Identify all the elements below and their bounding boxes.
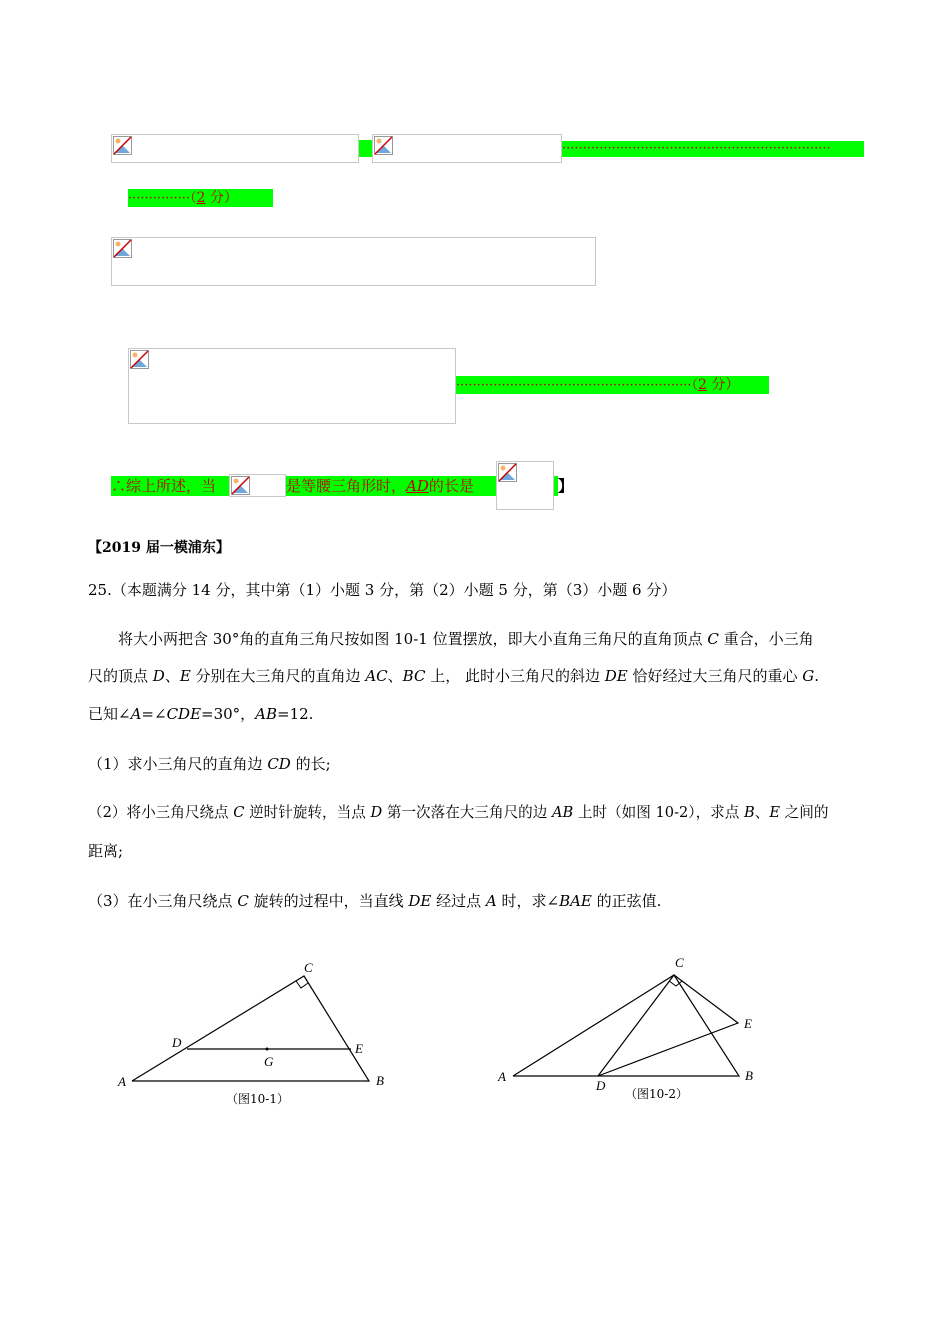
figure-10-2 <box>490 950 770 1100</box>
var: AC <box>365 667 388 685</box>
question-3 <box>88 891 661 911</box>
text: 将大小两把含 30°角的直角三角尺按如图 10-1 位置摆放，即大小直角三角尺的直角顶点 <box>118 630 708 648</box>
var: D <box>152 667 165 685</box>
label-d: D <box>596 1078 606 1093</box>
broken-image-icon <box>113 239 132 258</box>
conclusion-middle <box>286 476 496 496</box>
score-unit: 分） <box>706 377 740 393</box>
dotted-leader: ································································· <box>562 141 864 157</box>
conclusion-line <box>111 461 574 511</box>
var: A <box>130 705 142 723</box>
problem-paragraph-line-2 <box>88 666 819 686</box>
formula-image <box>229 474 286 497</box>
text: 经过点 <box>431 892 486 910</box>
problem-paragraph-line-1 <box>118 629 814 649</box>
question-1 <box>88 754 331 774</box>
broken-image-icon <box>498 463 517 482</box>
figure-10-2-caption: （图10-2） <box>625 1087 688 1101</box>
var: C <box>707 630 719 648</box>
formula-image <box>128 348 456 424</box>
var-ad: AD <box>406 477 429 495</box>
label-d: D <box>172 1035 182 1050</box>
label-a: A <box>498 1069 506 1084</box>
text: （3）在小三角尺绕点 <box>88 892 238 910</box>
text: （1）求小三角尺的直角边 <box>88 755 268 773</box>
label-c: C <box>675 955 684 970</box>
formula-image <box>496 461 554 510</box>
label-c: C <box>304 960 313 975</box>
highlight-gap <box>359 140 372 157</box>
broken-image-icon <box>374 136 393 155</box>
var: C <box>237 892 249 910</box>
label-b: B <box>745 1068 753 1083</box>
figure-10-1-caption: （图10-1） <box>226 1092 289 1106</box>
var: A <box>485 892 497 910</box>
score-number: 2 <box>698 377 707 393</box>
text: 之间的 <box>780 804 829 821</box>
var: AB <box>552 804 574 821</box>
label-a: A <box>118 1074 126 1089</box>
var: E <box>769 804 781 821</box>
dotted-leader-score <box>456 376 769 394</box>
var: B <box>744 804 755 821</box>
score-number: 2 <box>196 190 206 206</box>
text: 的长; <box>290 755 331 773</box>
text: =30°， <box>201 705 256 723</box>
text: =∠ <box>141 705 167 723</box>
var: DE <box>604 667 628 685</box>
text: 逆时针旋转，当点 <box>244 804 371 821</box>
centroid-point <box>266 1048 269 1051</box>
text: 上时（如图 10-2），求点 <box>573 804 745 821</box>
problem-paragraph-line-3 <box>88 704 313 724</box>
problem-header: 25.（本题满分 14 分，其中第（1）小题 3 分，第（2）小题 5 分，第（3）小题 6 分） <box>88 581 677 599</box>
formula-image <box>111 237 596 286</box>
label-e: E <box>355 1041 363 1056</box>
dotted-leader: ·························································（ <box>456 378 699 393</box>
text: 的正弦值. <box>591 892 662 910</box>
text: 尺的顶点 <box>88 667 153 685</box>
text: 恰好经过大三角尺的重心 <box>627 667 803 685</box>
score-unit: 分） <box>205 190 238 206</box>
conclusion-end: 】 <box>558 477 574 495</box>
conclusion-mid-text: 是等腰三角形时， <box>286 477 407 495</box>
formula-image <box>111 134 359 163</box>
source-tag: 【2019 届一模浦东】 <box>88 540 230 556</box>
text: 、 <box>387 667 403 685</box>
text: 时，求∠ <box>496 892 560 910</box>
dotted-leader: ···············（ <box>128 191 197 206</box>
question-2-line-1 <box>88 803 828 823</box>
var: BC <box>402 667 426 685</box>
text: =12. <box>277 705 314 723</box>
label-e: E <box>744 1016 752 1031</box>
text: 已知∠ <box>88 705 131 723</box>
var: BAE <box>559 892 592 910</box>
text: 重合，小三角 <box>718 630 814 648</box>
var: G <box>802 667 815 685</box>
big-triangle <box>513 975 739 1076</box>
var: E <box>179 667 191 685</box>
var: DE <box>408 892 432 910</box>
small-triangle <box>598 975 738 1076</box>
text: 旋转的过程中，当直线 <box>248 892 409 910</box>
question-2-line-2: 距离; <box>88 842 124 860</box>
text: 分别在大三角尺的直角边 <box>190 667 366 685</box>
broken-image-icon <box>113 136 132 155</box>
big-triangle <box>132 976 369 1081</box>
text: 、 <box>754 804 770 821</box>
conclusion-suffix: 的长是 <box>428 477 474 495</box>
text: 上， 此时小三角尺的斜边 <box>425 667 605 685</box>
text: 、 <box>164 667 180 685</box>
var: CDE <box>166 705 202 723</box>
var: CD <box>267 755 291 773</box>
broken-image-icon <box>231 476 250 495</box>
var: D <box>370 804 383 821</box>
var: AB <box>255 705 278 723</box>
label-b: B <box>376 1073 384 1088</box>
text: （2）将小三角尺绕点 <box>88 804 234 821</box>
var: C <box>233 804 245 821</box>
broken-image-icon <box>130 350 149 369</box>
dotted-leader-score <box>128 189 273 207</box>
conclusion-prefix: ∴综上所述，当 <box>111 476 229 496</box>
text: 第一次落在大三角尺的边 <box>382 804 552 821</box>
right-angle-mark <box>296 981 308 988</box>
text: . <box>814 667 820 685</box>
formula-image <box>372 134 562 163</box>
label-g: G <box>264 1054 274 1069</box>
